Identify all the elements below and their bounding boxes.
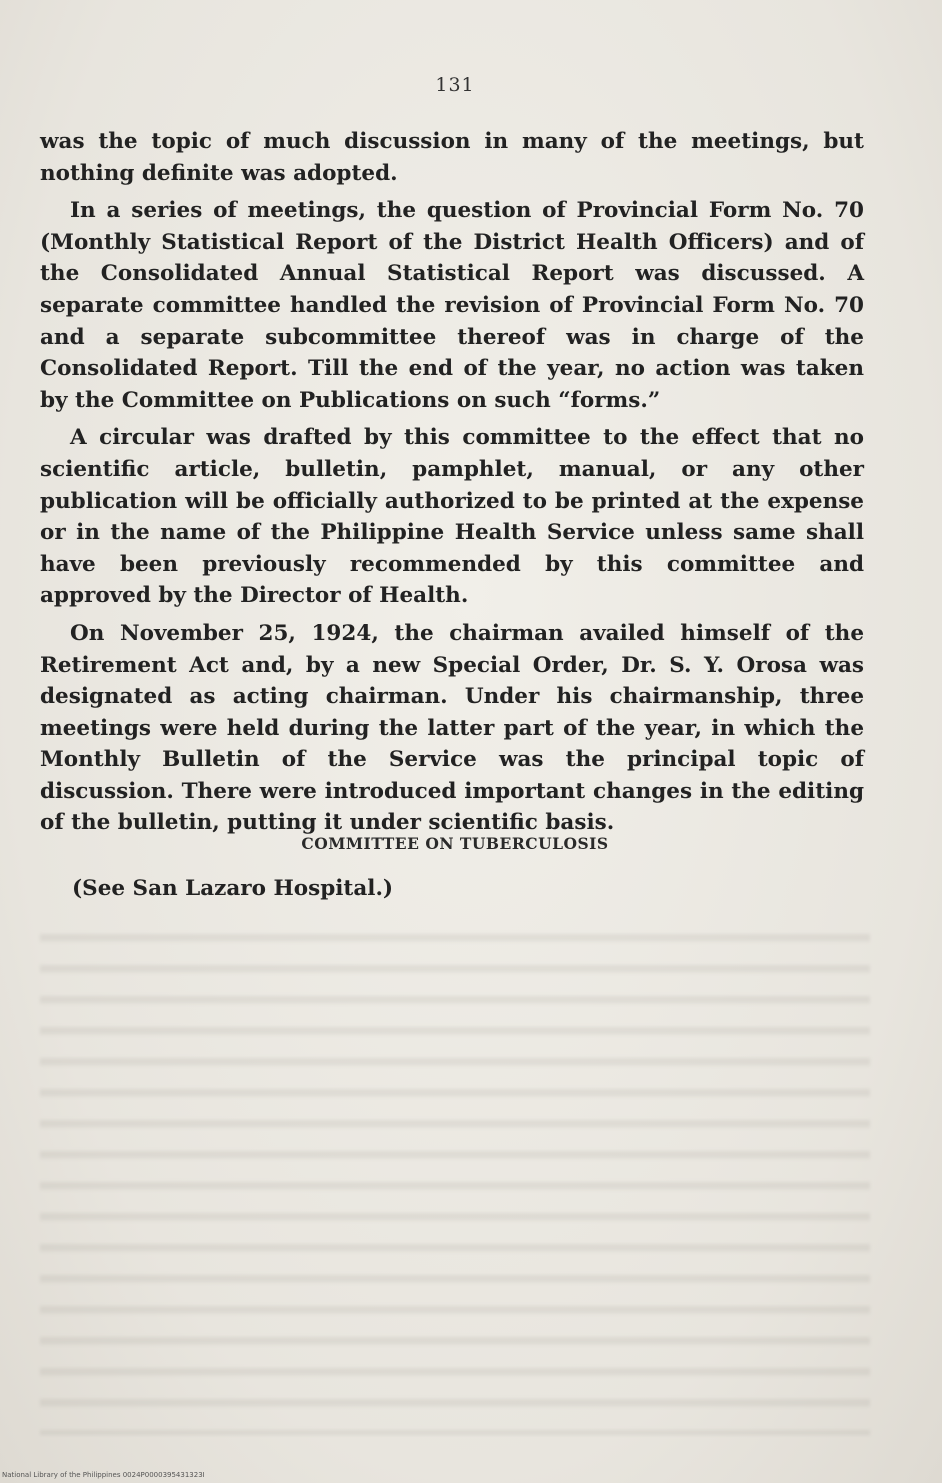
paragraph-2: In a series of meetings, the question of Provincial Form No. 70 (Monthly Statistical Report of the District Health Officers) and of the Consolidated Annual Statistical Report was discussed. A separate committee handled the revision of Provincial Form No. 70 and a separate subcommittee thereof was in charge of the Consolidated Report. Till the end of the year, no action was taken by the Committee on Publications on such “forms.” — [40, 198, 864, 413]
section-text: (See San Lazaro Hospital.) — [72, 876, 394, 901]
paragraph-4: On November 25, 1924, the chairman availed himself of the Retirement Act and, by a new Special Order, Dr. S. Y. Orosa was designated as acting chairman. Under his chairmanship, three meetings were held during the latter part of the year, in which the Monthly Bulletin of the Service was the principal topic of discussion. There were introduced important changes in the editing of the bulletin, putting it under scientific basis. — [40, 620, 864, 836]
library-watermark: National Library of the Philippines 0024P0000395431323I — [2, 1471, 205, 1479]
section-heading: COMMITTEE ON TUBERCULOSIS — [301, 834, 609, 853]
body-text — [40, 126, 864, 845]
paragraph-3: A circular was drafted by this committee to the effect that no scientific article, bulletin, pamphlet, manual, or any other publication will be officially authorized to be printed at the expense or in the name of the Philippine Health Service unless same shall have been previously recommended by this committee and approved by the Director of Health. — [40, 425, 864, 609]
page-number: 131 — [435, 74, 475, 96]
paragraph-1: was the topic of much discussion in many of the meetings, but nothing definite was adopted. — [40, 129, 864, 186]
bleed-through-texture — [40, 915, 870, 1435]
